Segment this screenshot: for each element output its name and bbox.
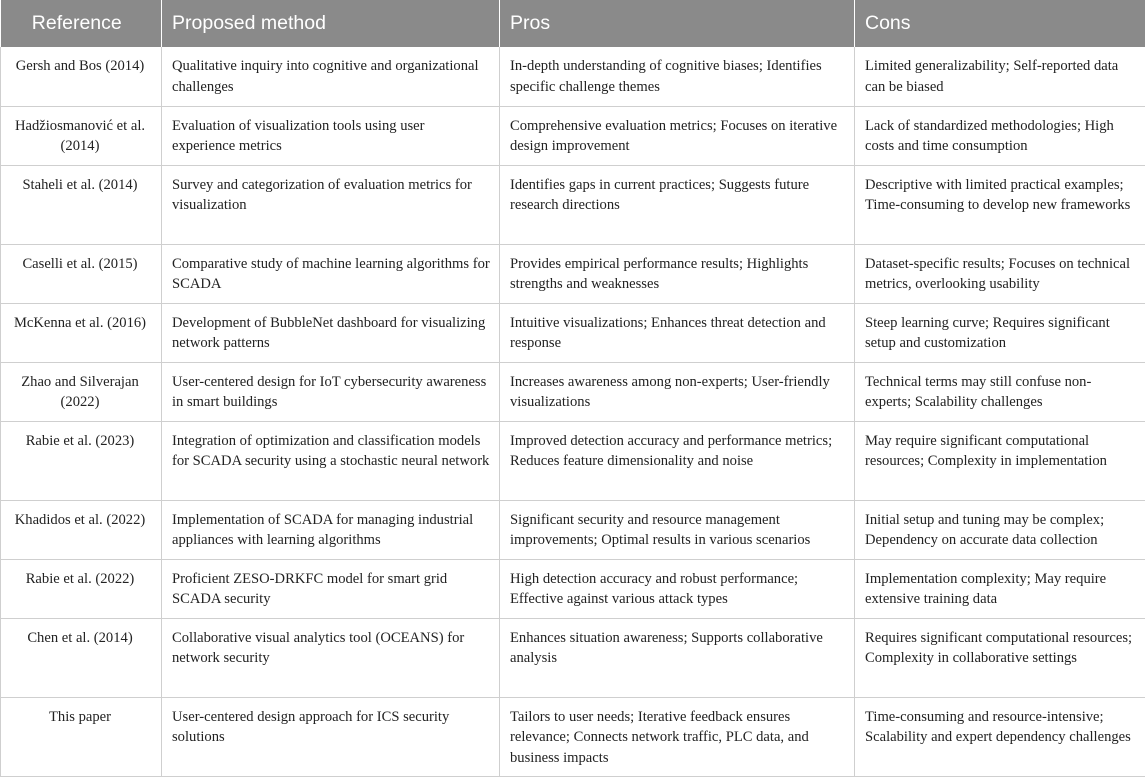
header-cons: Cons (855, 0, 1145, 47)
cell-pros: Improved detection accuracy and performance metrics; Reduces feature dimensionality and noise (500, 421, 855, 500)
cell-method: Implementation of SCADA for managing industrial appliances with learning algorithms (162, 500, 500, 559)
cell-cons: Lack of standardized methodologies; High costs and time consumption (855, 106, 1145, 165)
cell-reference: Rabie et al. (2023) (1, 421, 162, 500)
header-proposed-method: Proposed method (162, 0, 500, 47)
table-row (1, 697, 1145, 776)
cell-reference: McKenna et al. (2016) (1, 303, 162, 362)
table-row (1, 559, 1145, 618)
cell-reference: Chen et al. (2014) (1, 618, 162, 697)
cell-method: User-centered design for IoT cybersecurity awareness in smart buildings (162, 362, 500, 421)
table-header (1, 0, 1145, 47)
table-row (1, 244, 1145, 303)
cell-method: Evaluation of visualization tools using user experience metrics (162, 106, 500, 165)
cell-reference: Caselli et al. (2015) (1, 244, 162, 303)
cell-pros: Increases awareness among non-experts; User-friendly visualizations (500, 362, 855, 421)
cell-pros: In-depth understanding of cognitive biases; Identifies specific challenge themes (500, 47, 855, 106)
cell-cons: May require significant computational resources; Complexity in implementation (855, 421, 1145, 500)
cell-method: Survey and categorization of evaluation metrics for visualization (162, 165, 500, 244)
cell-pros: High detection accuracy and robust performance; Effective against various attack types (500, 559, 855, 618)
cell-method: Comparative study of machine learning algorithms for SCADA (162, 244, 500, 303)
table-row (1, 362, 1145, 421)
cell-pros: Identifies gaps in current practices; Suggests future research directions (500, 165, 855, 244)
cell-reference: This paper (1, 697, 162, 776)
cell-method: Proficient ZESO-DRKFC model for smart grid SCADA security (162, 559, 500, 618)
table-body (1, 47, 1145, 776)
cell-pros: Provides empirical performance results; Highlights strengths and weaknesses (500, 244, 855, 303)
cell-cons: Implementation complexity; May require extensive training data (855, 559, 1145, 618)
cell-cons: Steep learning curve; Requires significant setup and customization (855, 303, 1145, 362)
table-row (1, 618, 1145, 697)
cell-cons: Technical terms may still confuse non-experts; Scalability challenges (855, 362, 1145, 421)
cell-cons: Descriptive with limited practical examples; Time-consuming to develop new frameworks (855, 165, 1145, 244)
cell-cons: Requires significant computational resources; Complexity in collaborative settings (855, 618, 1145, 697)
cell-reference: Hadžiosmanović et al. (2014) (1, 106, 162, 165)
cell-method: Collaborative visual analytics tool (OCEANS) for network security (162, 618, 500, 697)
cell-method: Development of BubbleNet dashboard for visualizing network patterns (162, 303, 500, 362)
table-row (1, 303, 1145, 362)
cell-pros: Significant security and resource management improvements; Optimal results in various scenarios (500, 500, 855, 559)
cell-cons: Dataset-specific results; Focuses on technical metrics, overlooking usability (855, 244, 1145, 303)
cell-reference: Rabie et al. (2022) (1, 559, 162, 618)
header-row (1, 0, 1145, 47)
cell-method: Integration of optimization and classification models for SCADA security using a stochastic neural network (162, 421, 500, 500)
table-row (1, 106, 1145, 165)
cell-pros: Tailors to user needs; Iterative feedback ensures relevance; Connects network traffic, PLC data, and business impacts (500, 697, 855, 776)
cell-method: Qualitative inquiry into cognitive and organizational challenges (162, 47, 500, 106)
table-row (1, 165, 1145, 244)
cell-pros: Enhances situation awareness; Supports collaborative analysis (500, 618, 855, 697)
cell-cons: Initial setup and tuning may be complex; Dependency on accurate data collection (855, 500, 1145, 559)
header-pros: Pros (500, 0, 855, 47)
table-row (1, 421, 1145, 500)
cell-reference: Zhao and Silverajan (2022) (1, 362, 162, 421)
cell-method: User-centered design approach for ICS security solutions (162, 697, 500, 776)
table-row (1, 500, 1145, 559)
cell-pros: Comprehensive evaluation metrics; Focuses on iterative design improvement (500, 106, 855, 165)
cell-pros: Intuitive visualizations; Enhances threat detection and response (500, 303, 855, 362)
cell-cons: Limited generalizability; Self-reported data can be biased (855, 47, 1145, 106)
header-reference: Reference (1, 0, 162, 47)
cell-reference: Gersh and Bos (2014) (1, 47, 162, 106)
table-row (1, 47, 1145, 106)
cell-reference: Staheli et al. (2014) (1, 165, 162, 244)
cell-cons: Time-consuming and resource-intensive; Scalability and expert dependency challenges (855, 697, 1145, 776)
cell-reference: Khadidos et al. (2022) (1, 500, 162, 559)
